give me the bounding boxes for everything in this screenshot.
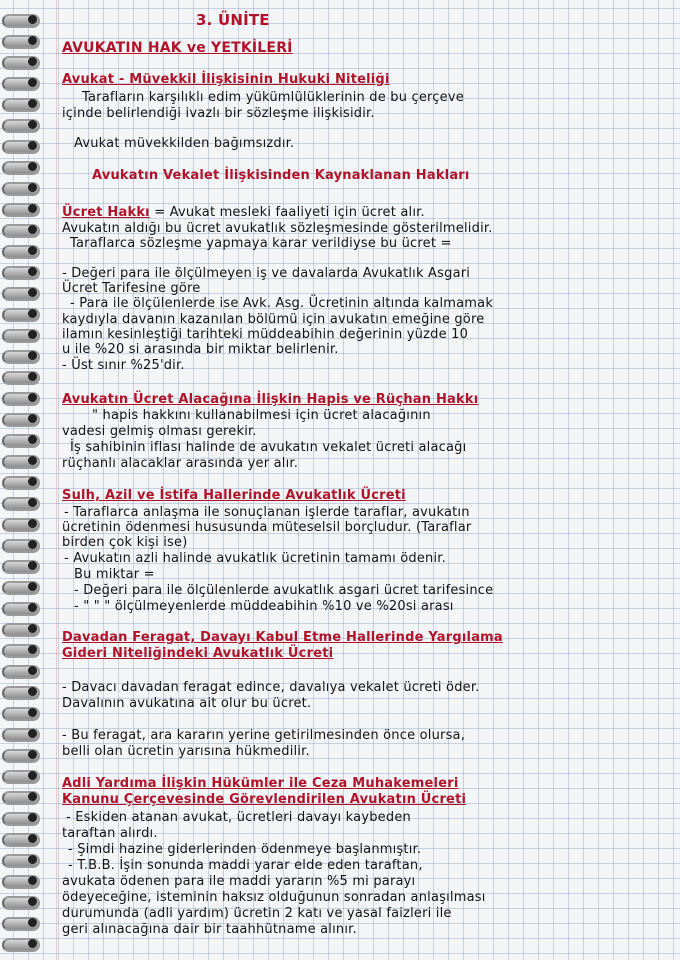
punch-hole (28, 414, 37, 423)
text-line: - Eskiden atanan avukat, ücretleri davayı kaybeden (66, 810, 411, 825)
punch-hole (28, 57, 37, 66)
fee-right-text: = Avukat mesleki faaliyeti için ücret alır. (154, 205, 425, 220)
text-line: - Şimdi hazine giderlerinden ödenmeye başlanmıştır. (68, 842, 422, 857)
text-line: - Davacı davadan feragat edince, davalıya vekalet ücreti öder. (62, 680, 480, 695)
section-heading-5a: Davadan Feragat, Davayı Kabul Etme Hallerinde Yargılama (62, 630, 503, 645)
punch-hole (28, 246, 37, 255)
text-line: - Bu feragat, ara kararın yerine getirilmesinden önce olursa, (62, 728, 466, 743)
text-line: - Avukatın azli halinde avukatlık ücretinin tamamı ödenir. (64, 551, 446, 566)
text-line: rüçhanlı alacaklar arasında yer alır. (62, 456, 299, 471)
unit-title: 3. ÜNİTE (196, 11, 270, 29)
punch-hole (28, 603, 37, 612)
punch-hole (28, 204, 37, 213)
punch-hole (28, 99, 37, 108)
punch-hole (28, 309, 37, 318)
punch-hole (28, 645, 37, 654)
punch-hole (28, 78, 37, 87)
punch-hole (28, 939, 37, 948)
section-heading-2: Avukatın Vekalet İlişkisinden Kaynaklanan Hakları (92, 168, 470, 183)
text-line: belli olan ücretin yarısına hükmedilir. (62, 744, 310, 759)
punch-hole (28, 162, 37, 171)
punch-hole (28, 918, 37, 927)
text-line: avukata ödenen para ile maddi yararın %5 mi parayı (62, 874, 416, 889)
punch-hole (28, 519, 37, 528)
fee-right-label: Ücret Hakkı (62, 205, 150, 220)
punch-hole (28, 876, 37, 885)
punch-hole (28, 183, 37, 192)
punch-hole (28, 477, 37, 486)
page-title: AVUKATIN HAK ve YETKİLERİ (62, 40, 293, 56)
text-line: geri alınacağına dair bir taahhütname alınır. (62, 922, 357, 937)
punch-hole (28, 393, 37, 402)
text-line: vadesi gelmiş olması gerekir. (62, 424, 257, 439)
punch-hole (28, 288, 37, 297)
punch-hole (28, 561, 37, 570)
punch-hole (28, 15, 37, 24)
punch-hole (28, 687, 37, 696)
section-heading-5b: Gideri Niteliğindeki Avukatlık Ücreti (62, 646, 334, 661)
punch-hole (28, 729, 37, 738)
spiral-binding (0, 0, 40, 960)
text-line: - Taraflarca anlaşma ile sonuçlanan işlerde taraflar, avukatın (64, 505, 470, 520)
section-heading-3: Avukatın Ücret Alacağına İlişkin Hapis ve Rüçhan Hakkı (62, 392, 479, 407)
punch-hole (28, 498, 37, 507)
punch-hole (28, 582, 37, 591)
text-line: durumunda (adli yardım) ücretin 2 katı ve yasal faizleri ile (62, 906, 452, 921)
text-line: taraftan alırdı. (62, 826, 158, 841)
text-line: u ile %20 si arasında bir miktar belirlenir. (62, 342, 339, 357)
text-line: Tarafların karşılıklı edim yükümlülüklerinin de bu çerçeve (82, 90, 464, 105)
punch-hole (28, 792, 37, 801)
notes-content (56, 0, 676, 960)
punch-hole (28, 666, 37, 675)
section-heading-1: Avukat - Müvekkil İlişkisinin Hukuki Niteliği (62, 72, 390, 87)
punch-hole (28, 225, 37, 234)
section-heading-6b: Kanunu Çerçevesinde Görevlendirilen Avukatın Ücreti (62, 792, 467, 807)
punch-hole (28, 36, 37, 45)
text-line: Bu miktar = (74, 567, 155, 582)
punch-hole (28, 771, 37, 780)
text-line: - Para ile ölçülenlerde ise Avk. Asg. Ücretinin altında kalmamak (70, 296, 494, 311)
text-line: ücretinin ödenmesi hususunda müteselsil borçludur. (Taraflar (62, 520, 472, 535)
fee-right-line (62, 205, 425, 221)
punch-hole (28, 330, 37, 339)
punch-hole (28, 372, 37, 381)
text-line: - T.B.B. İşin sonunda maddi yarar elde eden taraftan, (68, 858, 423, 873)
text-line: - Üst sınır %25'dir. (62, 358, 185, 373)
punch-hole (28, 267, 37, 276)
text-line: Ücret Tarifesine göre (62, 281, 201, 296)
text-line: Taraflarca sözleşme yapmaya karar verildiyse bu ücret = (70, 236, 452, 251)
punch-hole (28, 855, 37, 864)
section-heading-4: Sulh, Azil ve İstifa Hallerinde Avukatlık Ücreti (62, 488, 406, 503)
section-heading-6a: Adli Yardıma İlişkin Hükümler ile Ceza Muhakemeleri (62, 776, 459, 791)
punch-hole (28, 813, 37, 822)
punch-hole (28, 750, 37, 759)
text-line: Davalının avukatına ait olur bu ücret. (62, 696, 312, 711)
text-line: " hapis hakkını kullanabilmesi için ücret alacağının (92, 408, 431, 423)
punch-hole (28, 540, 37, 549)
text-line: kaydıyla davanın kazanılan bölümü için avukatın emeğine göre (62, 312, 485, 327)
punch-hole (28, 435, 37, 444)
punch-hole (28, 456, 37, 465)
punch-hole (28, 120, 37, 129)
text-line: ilamın kesinleştiği tarihteki müddeabihin değerinin yüzde 10 (62, 327, 469, 342)
text-line: - " " " ölçülmeyenlerde müddeabihin %10 ve %20si arası (74, 599, 454, 614)
punch-hole (28, 351, 37, 360)
punch-hole (28, 624, 37, 633)
text-line: - Değeri para ile ölçülmeyen iş ve davalarda Avukatlık Asgari (62, 266, 471, 281)
text-line: ödeyeceğine, isteminin haksız olduğunun sonradan anlaşılması (62, 890, 486, 905)
punch-hole (28, 834, 37, 843)
text-line: birden çok kişi ise) (62, 535, 188, 550)
text-line: - Değeri para ile ölçülenlerde avukatlık asgari ücret tarifesince (74, 583, 494, 598)
punch-hole (28, 897, 37, 906)
punch-hole (28, 708, 37, 717)
punch-hole (28, 141, 37, 150)
text-line: Avukatın aldığı bu ücret avukatlık sözleşmesinde gösterilmelidir. (62, 221, 493, 236)
text-line: içinde belirlendiği ivazlı bir sözleşme ilişkisidir. (62, 106, 375, 121)
text-line: Avukat müvekkilden bağımsızdır. (74, 136, 295, 151)
text-line: İş sahibinin iflası halinde de avukatın vekalet ücreti alacağı (70, 440, 467, 455)
